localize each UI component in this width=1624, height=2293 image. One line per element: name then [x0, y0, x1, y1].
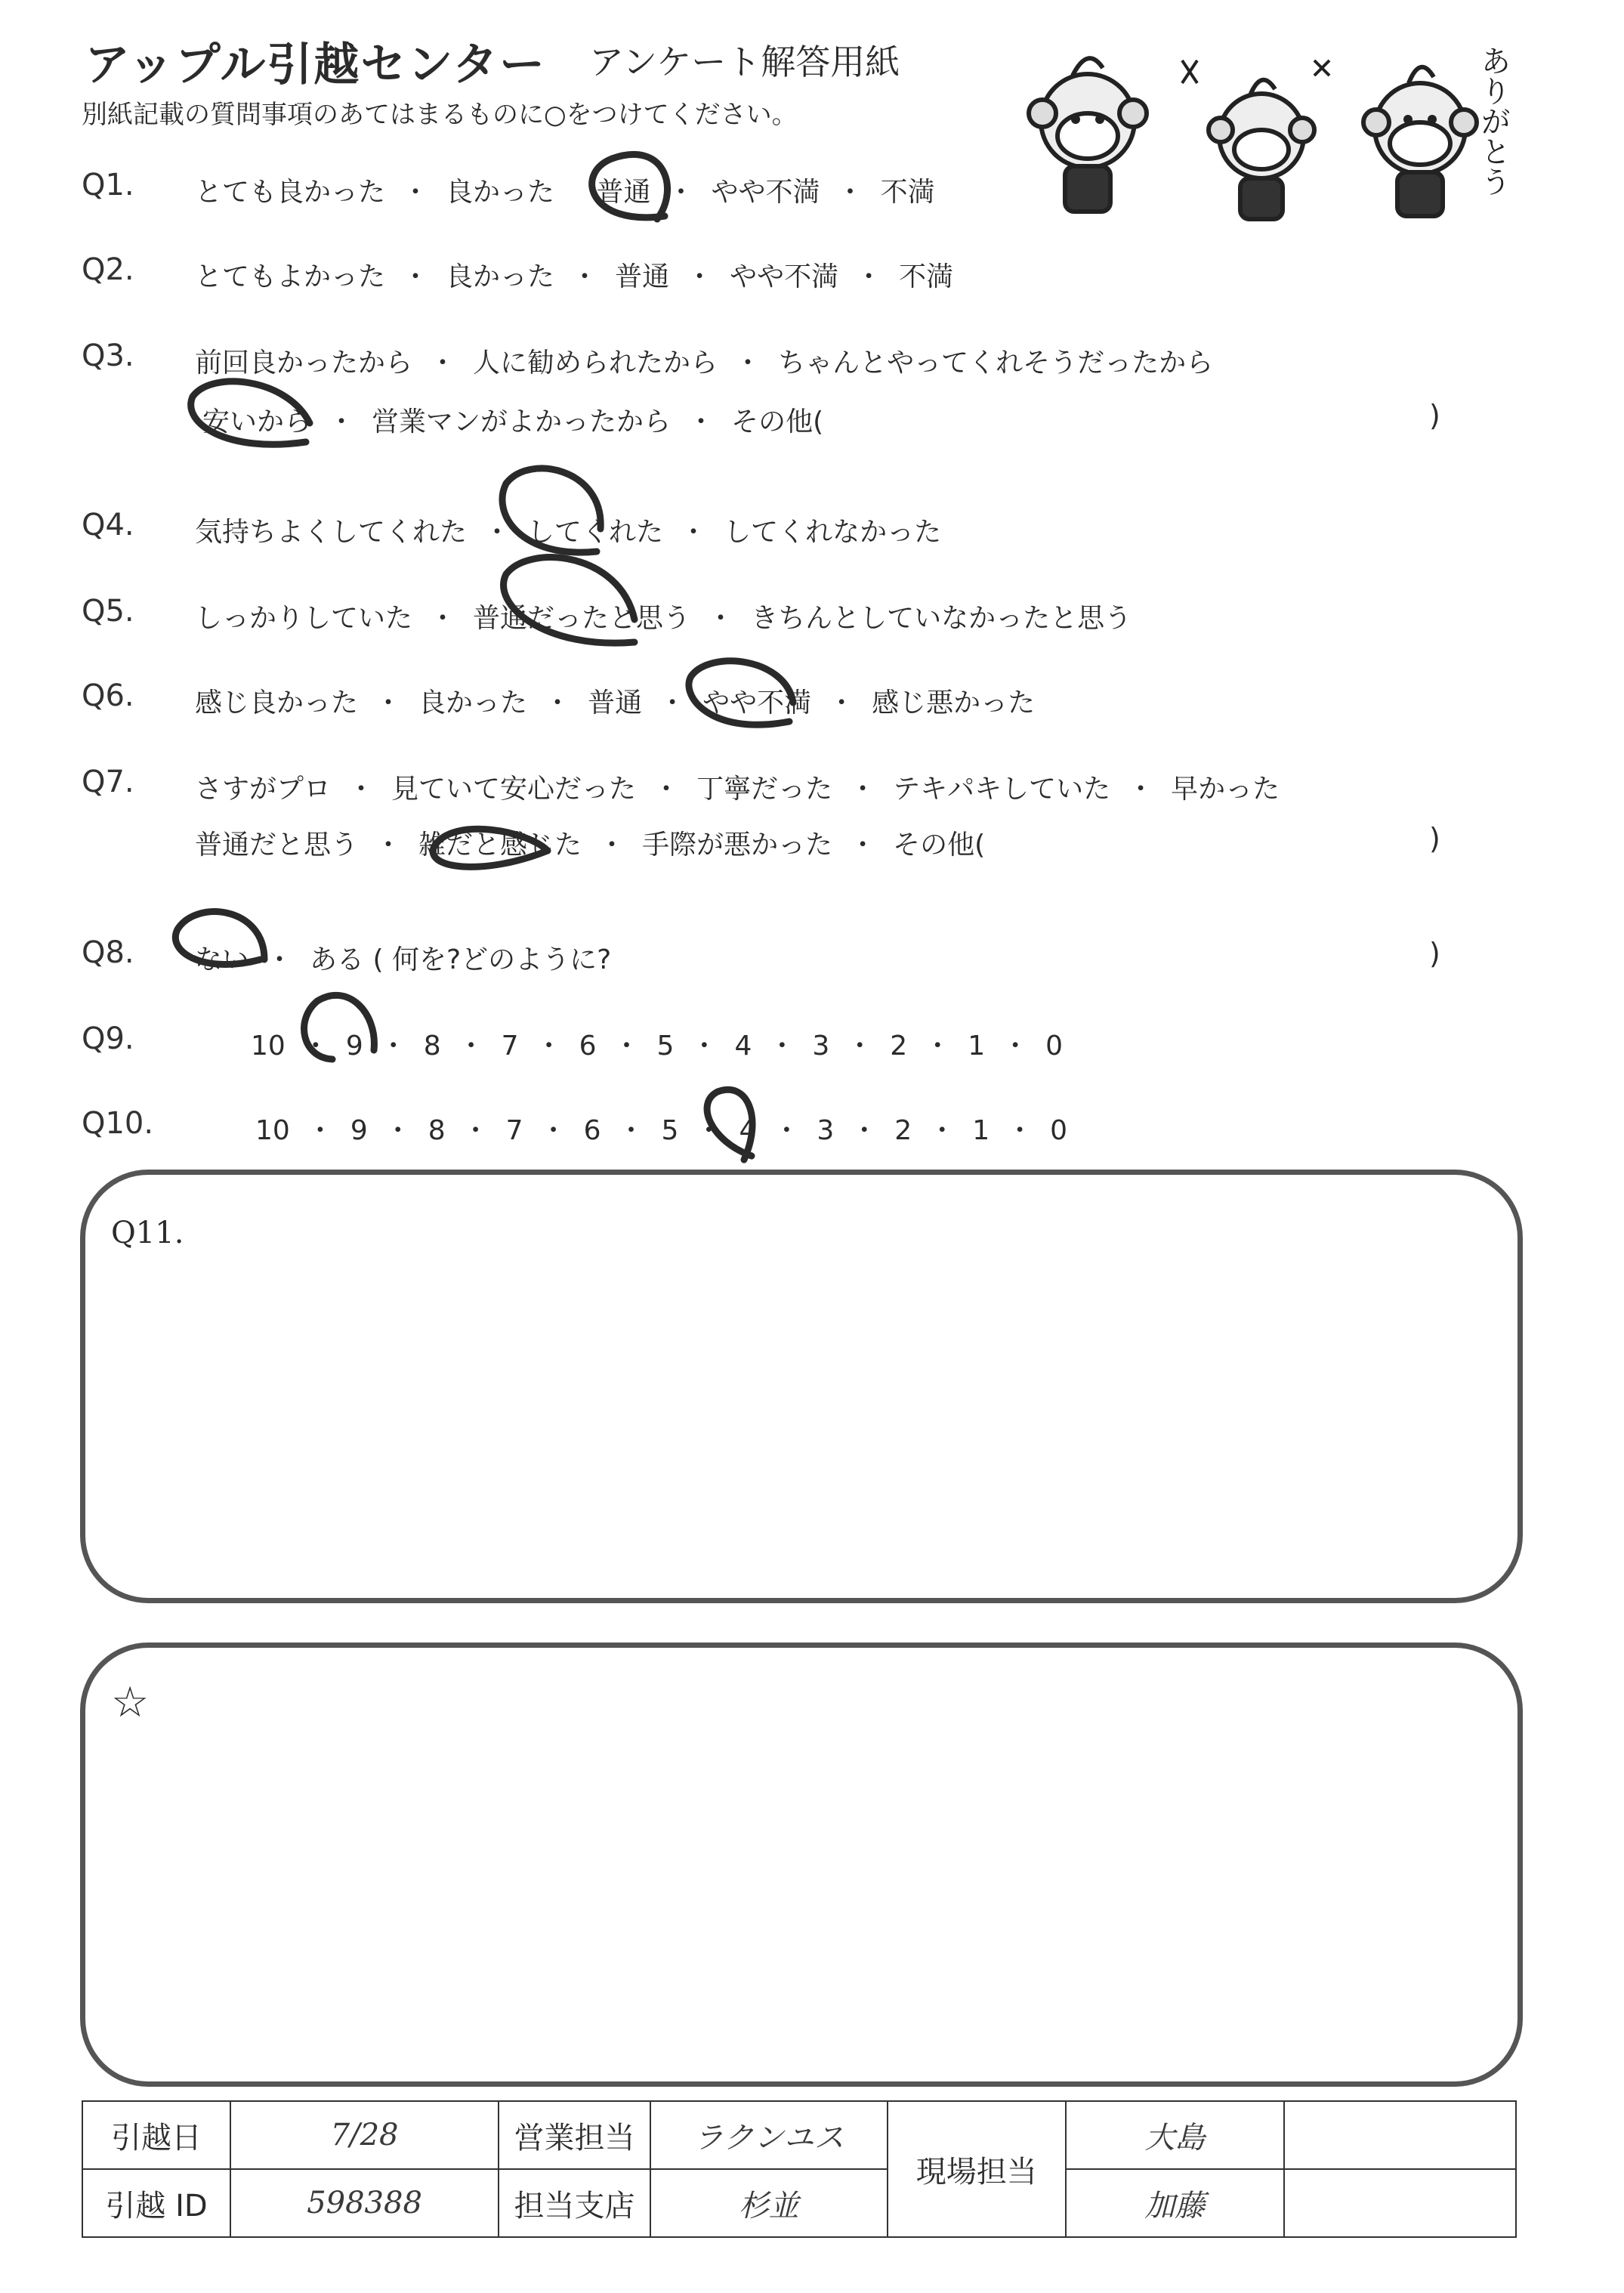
- sales-label: 営業担当: [499, 2101, 650, 2169]
- q7-option[interactable]: テキパキしていた: [893, 774, 1111, 805]
- q2-label: Q2.: [82, 252, 134, 287]
- q3-option[interactable]: ちゃんとやってくれそうだったから: [778, 348, 1214, 379]
- blank-cell-2: [1284, 2169, 1516, 2237]
- q6-option[interactable]: 感じ悪かった: [872, 688, 1036, 718]
- q7-option[interactable]: 普通だと思う: [195, 830, 359, 861]
- q9-score-selected[interactable]: 9: [345, 1031, 363, 1062]
- move-date-value: 7/28: [230, 2101, 499, 2169]
- q1-option[interactable]: 良かった: [446, 177, 555, 208]
- form-subtitle: アンケート解答用紙: [589, 42, 900, 82]
- q10-score[interactable]: 2: [894, 1115, 912, 1146]
- q8-option-selected[interactable]: ない: [195, 944, 250, 975]
- q10-label: Q10.: [82, 1106, 154, 1141]
- q10-score[interactable]: 9: [350, 1115, 368, 1146]
- q1-label: Q1.: [82, 168, 134, 202]
- branch-label: 担当支店: [499, 2169, 650, 2237]
- q9-score[interactable]: 0: [1045, 1031, 1064, 1062]
- q10-score[interactable]: 8: [428, 1115, 446, 1146]
- q4-option[interactable]: してくれなかった: [724, 517, 942, 548]
- q3-options-line1: 前回良かったから ・ 人に勧められたから ・ ちゃんとやってくれそうだったから: [195, 348, 1214, 379]
- q2-option[interactable]: やや不満: [730, 261, 839, 292]
- mascot-monkeys-icon: [997, 30, 1526, 227]
- q3-option[interactable]: 営業マンがよかったから: [372, 406, 672, 437]
- q9-score[interactable]: 1: [968, 1031, 986, 1062]
- q11-comment-box[interactable]: [80, 1170, 1523, 1603]
- q10-score-selected[interactable]: 4: [739, 1115, 757, 1146]
- blank-cell-1: [1284, 2101, 1516, 2169]
- q4-option[interactable]: 気持ちよくしてくれた: [195, 517, 468, 548]
- site-value-1: 大島: [1066, 2101, 1284, 2169]
- q7-options-line2: 普通だと思う ・ 雑だと感じた ・ 手際が悪かった ・ その他(: [195, 830, 986, 861]
- q10-score[interactable]: 7: [505, 1115, 523, 1146]
- q10-scale: 10 ・ 9 ・ 8 ・ 7 ・ 6 ・ 5 ・ 4 ・ 3 ・ 2 ・ 1 ・ 0: [255, 1115, 1068, 1146]
- q9-score[interactable]: 10: [251, 1031, 286, 1062]
- q2-option[interactable]: とてもよかった: [195, 261, 386, 292]
- q3-option-selected[interactable]: 安いから: [202, 406, 312, 437]
- q3-option[interactable]: 前回良かったから: [195, 348, 413, 379]
- q6-option[interactable]: 普通: [588, 688, 643, 718]
- q6-option[interactable]: 良かった: [418, 688, 528, 718]
- sales-value: ラクンユス: [650, 2101, 888, 2169]
- q1-option-selected[interactable]: 普通: [596, 177, 651, 208]
- q7-option[interactable]: 見ていて安心だった: [391, 774, 637, 805]
- q10-score[interactable]: 6: [583, 1115, 601, 1146]
- q5-option-selected[interactable]: 普通だったと思う: [473, 603, 691, 634]
- q6-label: Q6.: [82, 678, 134, 713]
- q4-options: 気持ちよくしてくれた ・ してくれた ・ してくれなかった: [195, 517, 942, 548]
- q3-option[interactable]: 人に勧められたから: [473, 348, 718, 379]
- q7-label: Q7.: [82, 765, 134, 799]
- q9-score[interactable]: 8: [423, 1031, 441, 1062]
- mascot-illustration: [997, 30, 1526, 227]
- q7-options-line1: さすがプロ ・ 見ていて安心だった ・ 丁寧だった ・ テキパキしていた ・ 早かった: [195, 774, 1280, 805]
- site-label: 現場担当: [888, 2101, 1066, 2237]
- q9-score[interactable]: 5: [656, 1031, 675, 1062]
- q8-label: Q8.: [82, 935, 134, 970]
- q1-options: とても良かった ・ 良かった 普通 ・ やや不満 ・ 不満: [195, 177, 935, 208]
- move-info-table: [82, 2100, 1517, 2238]
- q3-options-line2: 安いから ・ 営業マンがよかったから ・ その他(: [202, 406, 824, 437]
- q2-option[interactable]: 不満: [899, 261, 954, 292]
- q1-option[interactable]: やや不満: [711, 177, 820, 208]
- q4-option-selected[interactable]: してくれた: [527, 517, 664, 548]
- q7-option-selected[interactable]: 雑だと感じた: [418, 830, 582, 861]
- star-comment-box[interactable]: [80, 1642, 1523, 2087]
- q9-label: Q9.: [82, 1021, 134, 1056]
- move-id-value: 598388: [230, 2169, 499, 2237]
- q10-score[interactable]: 0: [1050, 1115, 1068, 1146]
- q9-score[interactable]: 7: [501, 1031, 519, 1062]
- q5-label: Q5.: [82, 594, 134, 629]
- form-title: アップル引越センター: [85, 39, 546, 91]
- mascot-caption: ありがとう: [1476, 45, 1511, 196]
- q11-label: Q11.: [111, 1216, 184, 1250]
- q8-options: ない ・ ある ( 何を?どのように?: [195, 944, 612, 975]
- q10-score[interactable]: 1: [972, 1115, 990, 1146]
- q1-option[interactable]: 不満: [880, 177, 935, 208]
- q2-options: とてもよかった ・ 良かった ・ 普通 ・ やや不満 ・ 不満: [195, 261, 954, 292]
- q3-label: Q3.: [82, 338, 134, 373]
- q10-score[interactable]: 5: [661, 1115, 679, 1146]
- q2-option[interactable]: 良かった: [446, 261, 555, 292]
- q9-score[interactable]: 6: [579, 1031, 597, 1062]
- move-id-label: 引越 ID: [82, 2169, 230, 2237]
- q1-option[interactable]: とても良かった: [195, 177, 386, 208]
- q6-option[interactable]: 感じ良かった: [195, 688, 359, 718]
- q5-options: しっかりしていた ・ 普通だったと思う ・ きちんとしていなかったと思う: [195, 603, 1132, 634]
- q5-option[interactable]: きちんとしていなかったと思う: [751, 603, 1132, 634]
- move-date-label: 引越日: [82, 2101, 230, 2169]
- q9-score[interactable]: 2: [890, 1031, 908, 1062]
- q9-score[interactable]: 4: [734, 1031, 752, 1062]
- q9-score[interactable]: 3: [812, 1031, 830, 1062]
- form-instruction: 別紙記載の質問事項のあてはまるものに○をつけてください。: [82, 100, 798, 130]
- q6-option-selected[interactable]: やや不満: [702, 688, 812, 718]
- q7-option[interactable]: 丁寧だった: [696, 774, 833, 805]
- q9-scale: 10 ・ 9 ・ 8 ・ 7 ・ 6 ・ 5 ・ 4 ・ 3 ・ 2 ・ 1 ・ 0: [251, 1031, 1064, 1062]
- q8-option[interactable]: ある ( 何を?どのように?: [310, 944, 612, 975]
- q7-option-other[interactable]: その他(: [893, 830, 986, 861]
- q6-options: 感じ良かった ・ 良かった ・ 普通 ・ やや不満 ・ 感じ悪かった: [195, 688, 1036, 718]
- site-value-2: 加藤: [1066, 2169, 1284, 2237]
- q3-close-paren: ): [1429, 399, 1440, 432]
- q10-score[interactable]: 10: [255, 1115, 290, 1146]
- q7-option[interactable]: 早かった: [1171, 774, 1280, 805]
- q8-close-paren: ): [1429, 937, 1440, 970]
- q5-option[interactable]: しっかりしていた: [195, 603, 413, 634]
- q2-option[interactable]: 普通: [615, 261, 670, 292]
- q7-close-paren: ): [1429, 822, 1440, 855]
- branch-value: 杉並: [650, 2169, 888, 2237]
- q4-label: Q4.: [82, 508, 134, 542]
- q7-option[interactable]: さすがプロ: [195, 774, 332, 805]
- q7-option[interactable]: 手際が悪かった: [642, 830, 833, 861]
- q10-score[interactable]: 3: [817, 1115, 835, 1146]
- star-icon: ☆: [111, 1678, 150, 1727]
- q3-option-other[interactable]: その他(: [731, 406, 824, 437]
